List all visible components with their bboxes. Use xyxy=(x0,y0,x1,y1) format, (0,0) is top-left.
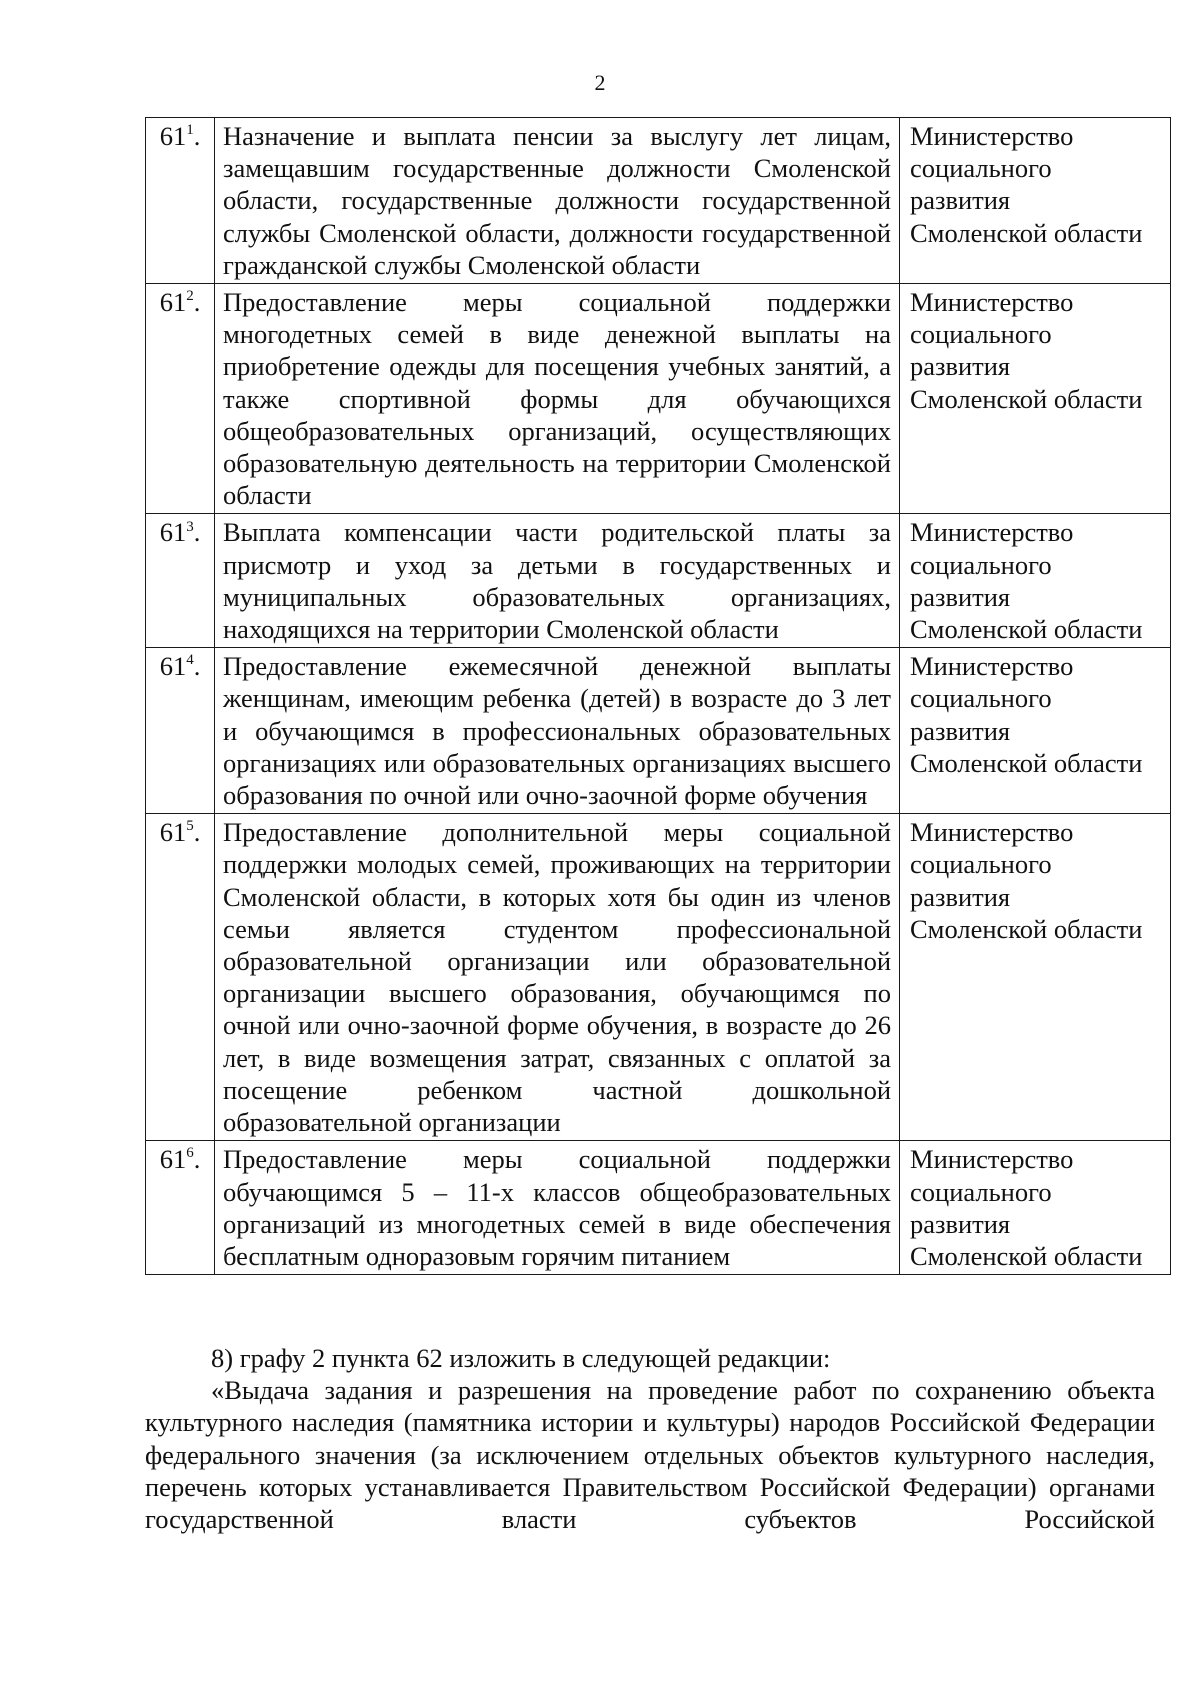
item-number: 61 xyxy=(159,817,187,848)
authority-line: Смоленской области xyxy=(910,614,1143,645)
authority-line: Министерство xyxy=(910,1144,1074,1175)
table-row xyxy=(146,1141,1171,1275)
responsible-authority xyxy=(900,1141,1171,1275)
item-number-cell xyxy=(146,118,215,284)
table-row xyxy=(146,118,1171,284)
authority-line: Министерство xyxy=(910,817,1074,848)
authority-line: Министерство xyxy=(910,121,1074,151)
service-description: Предоставление ежемесячной денежной выплаты женщинам, имеющим ребенка (детей) в возрасте до 3 лет и обучающимся в профессиональных образовательных организациях или образовательных организациях высшего образования по очной или очно-заочной форме обучения xyxy=(215,648,900,814)
authority-line: социального xyxy=(910,319,1052,350)
item-number: 61 xyxy=(159,651,187,682)
authority-line: Смоленской области xyxy=(910,383,1143,414)
item-number-cell xyxy=(146,648,215,814)
item-number-cell xyxy=(146,284,215,514)
item-number: 61 xyxy=(159,121,187,151)
amendment-quote-paragraph: «Выдача задания и разрешения на проведение работ по сохранению объекта культурного наследия (памятника истории и культуры) народов Российской Федерации федерального значения (за исключением отдельных объектов культурного наследия, перечень которых устанавливается Правительством Российской Федерации) органами государственной власти субъектов Российской xyxy=(145,1375,1155,1535)
authority-line: Смоленской области xyxy=(910,217,1143,248)
authority-line: развития xyxy=(910,581,1011,612)
authority-line: развития xyxy=(910,351,1011,382)
responsible-authority xyxy=(900,648,1171,814)
table-row xyxy=(146,284,1171,514)
item-number-superscript: 4 xyxy=(186,652,194,669)
authority-line: социального xyxy=(910,153,1052,184)
page-number: 2 xyxy=(594,70,606,95)
authority-line: социального xyxy=(910,549,1052,580)
item-number-dot: . xyxy=(193,651,201,682)
item-number-cell xyxy=(146,514,215,648)
item-number-superscript: 3 xyxy=(186,518,194,535)
service-description: Предоставление меры социальной поддержки обучающимся 5 – 11-х классов общеобразовательных организаций из многодетных семей в виде обеспечения бесплатным одноразовым горячим питанием xyxy=(215,1141,900,1275)
service-description: Назначение и выплата пенсии за выслугу лет лицам, замещавшим государственные должности Смоленской области, государственные должности государственной службы Смоленской области, должности государственной гражданской службы Смоленской области xyxy=(215,118,900,284)
authority-line: Министерство xyxy=(910,517,1074,548)
responsible-authority xyxy=(900,814,1171,1141)
item-number-superscript: 6 xyxy=(186,1145,194,1162)
authority-line: развития xyxy=(910,881,1011,912)
authority-line: социального xyxy=(910,683,1052,714)
table-row xyxy=(146,648,1171,814)
responsible-authority xyxy=(900,118,1171,284)
authority-line: Министерство xyxy=(910,287,1074,318)
item-number-dot: . xyxy=(193,287,201,318)
authority-line: Смоленской области xyxy=(910,747,1143,778)
authority-line: развития xyxy=(910,1208,1011,1239)
service-description: Предоставление меры социальной поддержки многодетных семей в виде денежной выплаты на приобретение одежды для посещения учебных занятий, а также спортивной формы для обучающихся общеобразовательных организаций, осуществляющих образовательную деятельность на территории Смоленской области xyxy=(215,284,900,514)
authority-line: развития xyxy=(910,185,1011,216)
item-number-dot: . xyxy=(193,1144,201,1175)
item-number-superscript: 2 xyxy=(186,288,194,305)
item-number: 61 xyxy=(159,1144,187,1175)
authority-line: Смоленской области xyxy=(910,1240,1143,1271)
authority-line: Министерство xyxy=(910,651,1074,682)
item-number: 61 xyxy=(159,517,187,548)
item-number-cell xyxy=(146,814,215,1141)
responsible-authority xyxy=(900,514,1171,648)
item-number-dot: . xyxy=(193,817,201,848)
service-description: Предоставление дополнительной меры социальной поддержки молодых семей, проживающих на территории Смоленской области, в которых хотя бы один из членов семьи является студентом профессиональной образовательной организации или образовательной организации высшего образования, обучающимся по очной или очно-заочной форме обучения, в возрасте до 26 лет, в виде возмещения затрат, связанных с оплатой за посещение ребенком частной дошкольной образовательной организации xyxy=(215,814,900,1141)
authority-line: социального xyxy=(910,849,1052,880)
item-number-cell xyxy=(146,1141,215,1275)
responsible-authority xyxy=(900,284,1171,514)
item-number-superscript: 5 xyxy=(186,818,194,835)
table-row xyxy=(146,814,1171,1141)
authority-line: Смоленской области xyxy=(910,913,1143,944)
item-number-superscript: 1 xyxy=(186,122,194,139)
item-number-dot: . xyxy=(193,517,201,548)
table-body xyxy=(146,118,1171,1275)
amendment-text xyxy=(145,1342,1155,1535)
table-row xyxy=(146,514,1171,648)
item-number: 61 xyxy=(159,287,187,318)
amendment-item-8: 8) графу 2 пункта 62 изложить в следующей редакции: xyxy=(211,1343,831,1373)
service-description: Выплата компенсации части родительской платы за присмотр и уход за детьми в государственных и муниципальных образовательных организациях, находящихся на территории Смоленской области xyxy=(215,514,900,648)
authority-line: социального xyxy=(910,1176,1052,1207)
authority-line: развития xyxy=(910,715,1011,746)
item-number-dot: . xyxy=(193,121,201,151)
services-table xyxy=(145,117,1171,1275)
